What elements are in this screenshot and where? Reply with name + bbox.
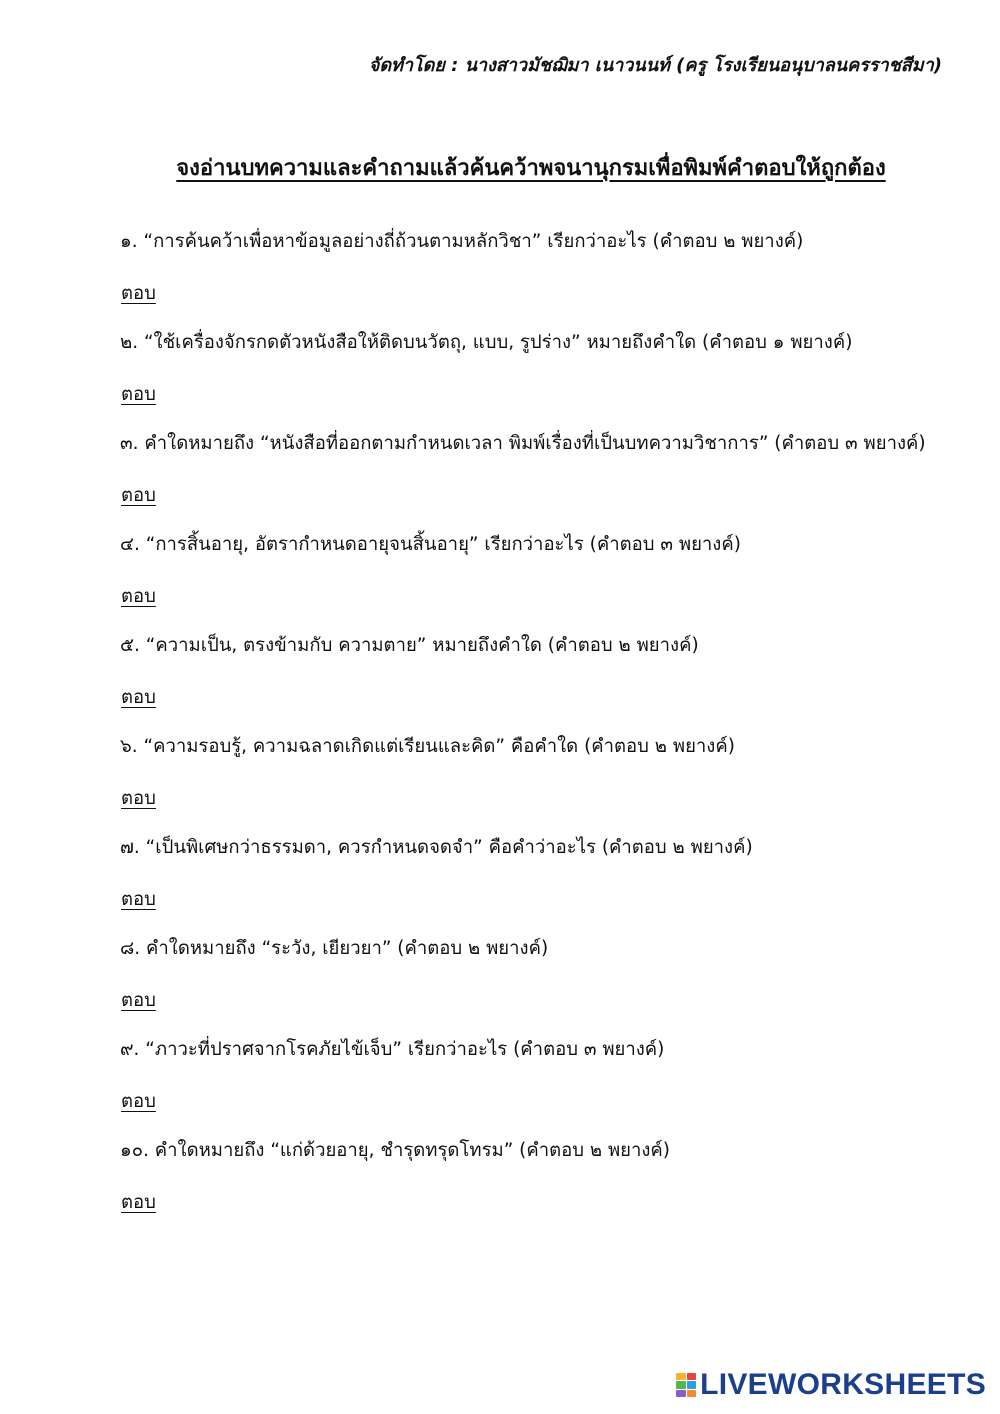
liveworksheets-logo[interactable] bbox=[676, 1368, 986, 1402]
question-text: ๖. “ความรอบรู้, ความฉลาดเกิดแต่เรียนและคิด” คือคำใด (คำตอบ ๒ พยางค์) bbox=[120, 736, 735, 757]
answer-label: ตอบ bbox=[121, 586, 156, 607]
answer-label: ตอบ bbox=[121, 1091, 156, 1112]
answer-label: ตอบ bbox=[121, 283, 156, 304]
question-text: ๒. “ใช้เครื่องจักรกดตัวหนังสือให้ติดบนวัตถุ, แบบ, รูปร่าง” หมายถึงคำใด (คำตอบ ๑ พยางค์) bbox=[120, 332, 853, 353]
question-text: ๕. “ความเป็น, ตรงข้ามกับ ความตาย” หมายถึงคำใด (คำตอบ ๒ พยางค์) bbox=[120, 635, 699, 656]
question-text: ๓. คำใดหมายถึง “หนังสือที่ออกตามกำหนดเวลา พิมพ์เรื่องที่เป็นบทความวิชาการ” (คำตอบ ๓ พยางค์) bbox=[120, 433, 926, 454]
question-item bbox=[120, 834, 970, 935]
question-item bbox=[120, 632, 970, 733]
answer-input[interactable] bbox=[170, 284, 934, 312]
question-text: ๗. “เป็นพิเศษกว่าธรรมดา, ควรกำหนดจดจำ” คือคำว่าอะไร (คำตอบ ๒ พยางค์) bbox=[120, 837, 753, 858]
question-text: ๔. “การสิ้นอายุ, อัตรากำหนดอายุจนสิ้นอายุ” เรียกว่าอะไร (คำตอบ ๓ พยางค์) bbox=[120, 534, 741, 555]
question-item bbox=[120, 531, 970, 632]
question-text: ๙. “ภาวะที่ปราศจากโรคภัยไข้เจ็บ” เรียกว่าอะไร (คำตอบ ๓ พยางค์) bbox=[120, 1039, 665, 1060]
answer-input[interactable] bbox=[170, 587, 934, 615]
answer-input[interactable] bbox=[170, 688, 934, 716]
question-item bbox=[120, 733, 970, 834]
answer-input[interactable] bbox=[170, 1193, 934, 1221]
liveworksheets-blocks-icon bbox=[676, 1373, 696, 1397]
worksheet-title: จงอ่านบทความและคำถามแล้วค้นคว้าพจนานุกรมเพื่อพิมพ์คำตอบให้ถูกต้อง bbox=[176, 156, 886, 181]
question-list bbox=[120, 228, 970, 1238]
answer-label: ตอบ bbox=[121, 990, 156, 1011]
question-text: ๑๐. คำใดหมายถึง “แก่ด้วยอายุ, ชำรุดทรุดโทรม” (คำตอบ ๒ พยางค์) bbox=[120, 1140, 671, 1161]
logo-text: LIVEWORKSHEETS bbox=[700, 1368, 986, 1401]
answer-input[interactable] bbox=[170, 486, 934, 514]
answer-label: ตอบ bbox=[121, 485, 156, 506]
question-text: ๘. คำใดหมายถึง “ระวัง, เยียวยา” (คำตอบ ๒ พยางค์) bbox=[120, 938, 549, 959]
author-credit: จัดทำโดย : นางสาวมัชฌิมา เนาวนนท์ (ครู โรงเรียนอนุบาลนครราชสีมา) bbox=[368, 55, 942, 76]
answer-input[interactable] bbox=[170, 385, 934, 413]
question-item bbox=[120, 430, 970, 531]
answer-label: ตอบ bbox=[121, 1192, 156, 1213]
answer-label: ตอบ bbox=[121, 889, 156, 910]
question-item bbox=[120, 935, 970, 1036]
answer-input[interactable] bbox=[170, 789, 934, 817]
answer-input[interactable] bbox=[170, 1092, 934, 1120]
question-item bbox=[120, 1137, 970, 1238]
question-item bbox=[120, 329, 970, 430]
answer-label: ตอบ bbox=[121, 788, 156, 809]
question-item bbox=[120, 1036, 970, 1137]
question-text: ๑. “การค้นคว้าเพื่อหาข้อมูลอย่างถี่ถ้วนตามหลักวิชา” เรียกว่าอะไร (คำตอบ ๒ พยางค์) bbox=[120, 231, 804, 252]
answer-input[interactable] bbox=[170, 890, 934, 918]
question-item bbox=[120, 228, 970, 329]
answer-label: ตอบ bbox=[121, 384, 156, 405]
answer-label: ตอบ bbox=[121, 687, 156, 708]
answer-input[interactable] bbox=[170, 991, 934, 1019]
